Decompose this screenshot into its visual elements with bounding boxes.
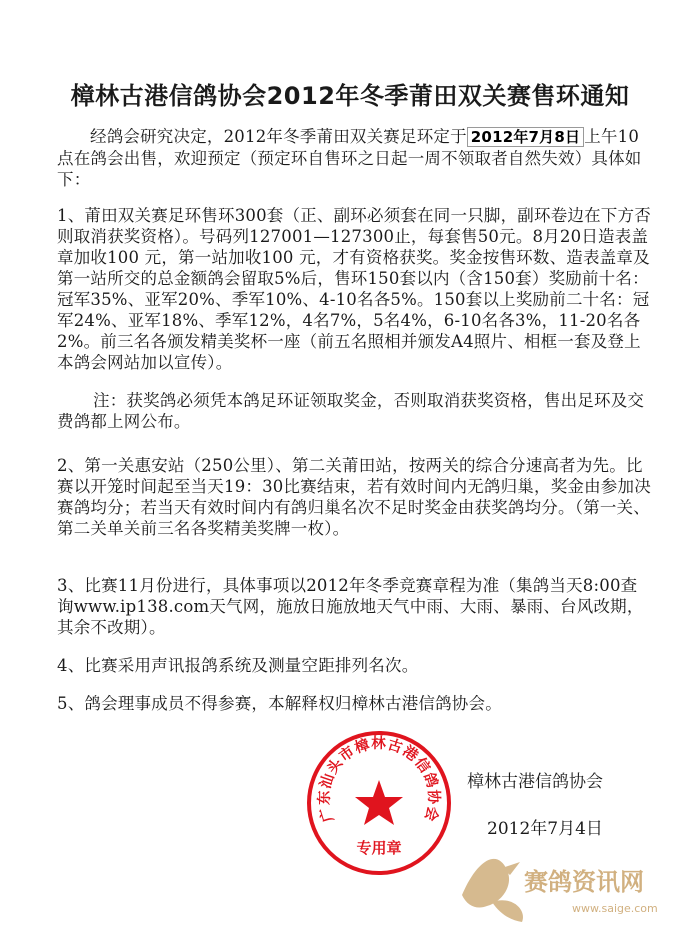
item-5-paragraph: 5、鸽会理事成员不得参赛，本解释权归樟林古港信鸽协会。 <box>57 694 502 713</box>
site-watermark <box>452 840 692 930</box>
seal-ring-text: 广东汕头市樟林古港信鸽协会 <box>316 736 442 824</box>
item-3-paragraph: 3、比赛11月份进行，具体事项以2012年冬季竞赛章程为准（集鸽当天8:00查询www.ip138.com天气网，施放日施放地天气中雨、大雨、暴雨、台风改期，其余不改期）。 <box>57 576 644 637</box>
sale-date-highlight: 2012年7月8日 <box>467 127 584 147</box>
signature-organization: 樟林古港信鸽协会 <box>467 772 603 792</box>
pigeon-logo-icon <box>462 859 523 922</box>
item-1-paragraph: 1、莆田双关赛足环售环300套（正、副环必须套在同一只脚，副环卷边在下方否则取消获奖资格）。号码列127001—127300止，每套售50元。8月20日造表盖章加收100 元，第一站加收100 元，才有资格获奖。奖金按售环数、造表盖章及第一站所交的总金额鸽会留取5%后，售环150套以内（含150套）奖励前十名：冠军35%、亚军20%、季军10%、4-10名各5%。150套以上奖励前二十名：冠军24%、亚军18%、季军12%，4名7%，5名4%，6-10名各3%，11-20名各2%。前三名各颁发精美奖杯一座（前五名照相并颁发A4照片、相框一套及登上本鸽会网站加以宣传）。 <box>57 206 651 372</box>
intro-text-before-date: 经鸽会研究决定，2012年冬季莆田双关赛足环定于 <box>90 127 467 146</box>
item-4-paragraph: 4、比赛采用声讯报鸽系统及测量空距排列名次。 <box>57 656 419 675</box>
watermark-site-name: 赛鸽资讯网 <box>524 868 644 896</box>
signature-date: 2012年7月4日 <box>487 819 603 839</box>
document-title: 樟林古港信鸽协会2012年冬季莆田双关赛售环通知 <box>70 82 630 110</box>
seal-star-icon <box>355 780 403 825</box>
item-2-paragraph: 2、第一关惠安站（250公里）、第二关莆田站，按两关的综合分速高者为先。比赛以开笼时间起至当天19：30比赛结束，若有效时间内无鸽归巢，奖金由参加决赛鸽均分；若当天有效时间内有鸽归巢名次不足时奖金由获奖鸽均分。（第一关、第二关单关前三名各奖精美奖牌一枚）。 <box>57 456 651 538</box>
note-paragraph <box>57 390 653 432</box>
note-text: 注：获奖鸽必须凭本鸽足环证领取奖金，否则取消获奖资格，售出足环及交费鸽都上网公布。 <box>57 391 645 431</box>
watermark-site-url: www.saige.com <box>572 902 658 915</box>
seal-bottom-text: 专用章 <box>356 839 402 857</box>
intro-text-after-date: 上午10点在鸽会出售，欢迎预定（预定环自售环之日起一周不领取者自然失效）具体如下： <box>57 127 642 189</box>
official-seal <box>304 728 454 878</box>
intro-paragraph <box>57 126 653 190</box>
